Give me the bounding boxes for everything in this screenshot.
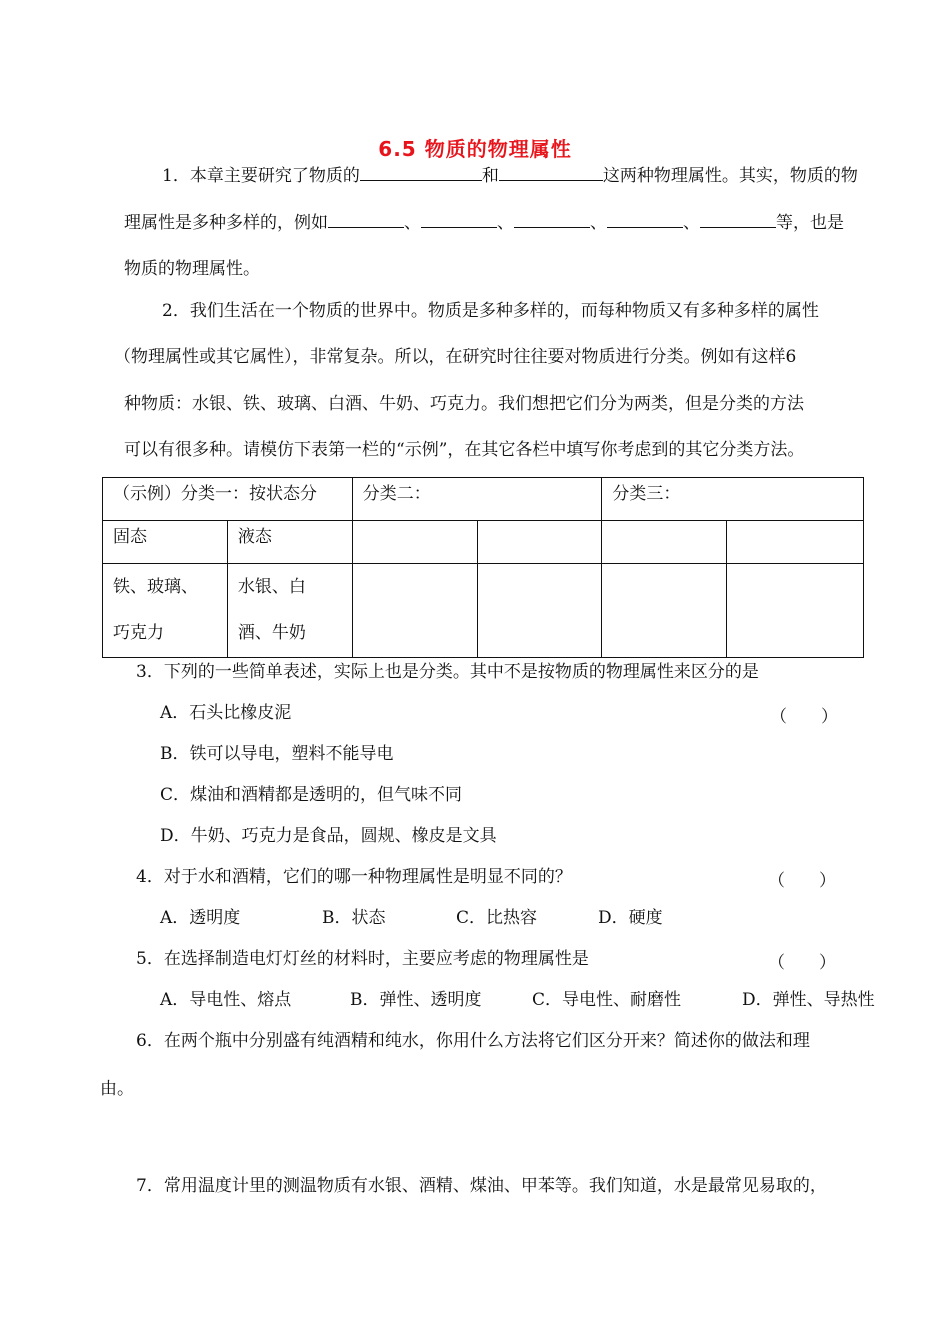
page-title: 6.5 物质的物理属性 [378, 137, 572, 161]
q1-sep-3: 、 [590, 213, 607, 233]
table-header-category-2: 分类二： [352, 478, 602, 521]
question-2-line-4: 可以有很多种。请模仿下表第一栏的“示例”，在其它各栏中填写你考虑到的其它分类方法。 [124, 440, 805, 460]
table-cell-empty[interactable] [352, 521, 477, 564]
q1-blank-6[interactable] [607, 211, 683, 228]
table-header-example: （示例）分类一：按状态分 [103, 478, 353, 521]
table-header-category-3: 分类三： [602, 478, 864, 521]
question-5-option-c: C．导电性、耐磨性 [532, 990, 682, 1010]
q1-sep-1: 、 [404, 213, 421, 233]
question-2-line-3: 种物质：水银、铁、玻璃、白酒、牛奶、巧克力。我们想把它们分为两类，但是分类的方法 [124, 394, 804, 414]
question-7-line-1: 7．常用温度计里的测温物质有水银、酒精、煤油、甲苯等。我们知道，水是最常见易取的， [136, 1176, 827, 1196]
question-4-answer-paren[interactable]: （ ） [768, 871, 836, 891]
table-content-row [103, 564, 864, 658]
q1-text-e: 等，也是 [776, 213, 844, 233]
q1-blank-3[interactable] [328, 211, 404, 228]
table-cell-solid: 固态 [103, 521, 228, 564]
question-5-answer-paren[interactable]: （ ） [768, 953, 836, 973]
table-cell-empty[interactable] [602, 564, 727, 658]
question-4-option-a: A．透明度 [160, 908, 241, 928]
question-3-option-c: C．煤油和酒精都是透明的，但气味不同 [160, 785, 463, 805]
table-header-row [103, 478, 864, 521]
table-cell-empty[interactable] [727, 521, 864, 564]
question-4-option-d: D．硬度 [598, 908, 663, 928]
question-5-option-b: B．弹性、透明度 [350, 990, 482, 1010]
question-5-stem: 5．在选择制造电灯灯丝的材料时，主要应考虑的物理属性是 [136, 949, 589, 969]
question-3-answer-paren[interactable]: （ ） [770, 707, 838, 727]
table-cell-empty[interactable] [477, 564, 602, 658]
table-cell-empty[interactable] [602, 521, 727, 564]
question-4-option-c: C．比热容 [456, 908, 538, 928]
table-cell-solid-items [103, 564, 228, 658]
q1-text-a: 1．本章主要研究了物质的 [162, 166, 360, 186]
table-text: 铁、玻璃、 [113, 577, 198, 597]
question-4-option-b: B．状态 [322, 908, 386, 928]
question-1-line-2 [124, 211, 844, 234]
q1-blank-7[interactable] [700, 211, 776, 228]
table-cell-empty[interactable] [727, 564, 864, 658]
question-5-option-d: D．弹性、导热性 [742, 990, 875, 1010]
question-1-line-3: 物质的物理属性。 [124, 259, 260, 279]
q1-blank-1[interactable] [360, 164, 482, 181]
table-cell-empty[interactable] [352, 564, 477, 658]
classification-table [102, 477, 864, 658]
question-4-stem: 4．对于水和酒精，它们的哪一种物理属性是明显不同的？ [136, 867, 572, 887]
table-subheader-row [103, 521, 864, 564]
q1-text-c: 这两种物理属性。其实，物质的物 [602, 166, 858, 186]
table-text: 酒、牛奶 [237, 623, 306, 643]
question-3-option-d: D．牛奶、巧克力是食品，圆规、橡皮是文具 [160, 826, 497, 846]
question-6-line-1: 6．在两个瓶中分别盛有纯酒精和纯水，你用什么方法将它们区分开来？简述你的做法和理 [136, 1031, 810, 1051]
question-2-line-2: （物理属性或其它属性），非常复杂。所以，在研究时往往要对物质进行分类。例如有这样6 [114, 347, 797, 367]
question-3-stem: 3．下列的一些简单表述，实际上也是分类。其中不是按物质的物理属性来区分的是 [136, 662, 759, 682]
q1-sep-2: 、 [497, 213, 514, 233]
q1-sep-4: 、 [683, 213, 700, 233]
q1-blank-5[interactable] [514, 211, 590, 228]
q1-blank-2[interactable] [499, 164, 603, 181]
question-3-option-b: B．铁可以导电，塑料不能导电 [160, 744, 394, 764]
question-5-option-a: A．导电性、熔点 [160, 990, 292, 1010]
question-6-line-2: 由。 [100, 1079, 134, 1099]
question-3-option-a: A．石头比橡皮泥 [160, 703, 292, 723]
table-cell-liquid-items [227, 564, 352, 658]
q1-blank-4[interactable] [421, 211, 497, 228]
table-text: 巧克力 [113, 623, 164, 643]
question-1-line-1 [162, 164, 858, 187]
q1-text-d: 理属性是多种多样的，例如 [124, 213, 328, 233]
question-2-line-1: 2．我们生活在一个物质的世界中。物质是多种多样的，而每种物质又有多种多样的属性 [162, 301, 819, 321]
q1-text-b: 和 [481, 166, 499, 186]
table-cell-liquid: 液态 [227, 521, 352, 564]
table-cell-empty[interactable] [477, 521, 602, 564]
table-text: 水银、白 [237, 577, 306, 597]
